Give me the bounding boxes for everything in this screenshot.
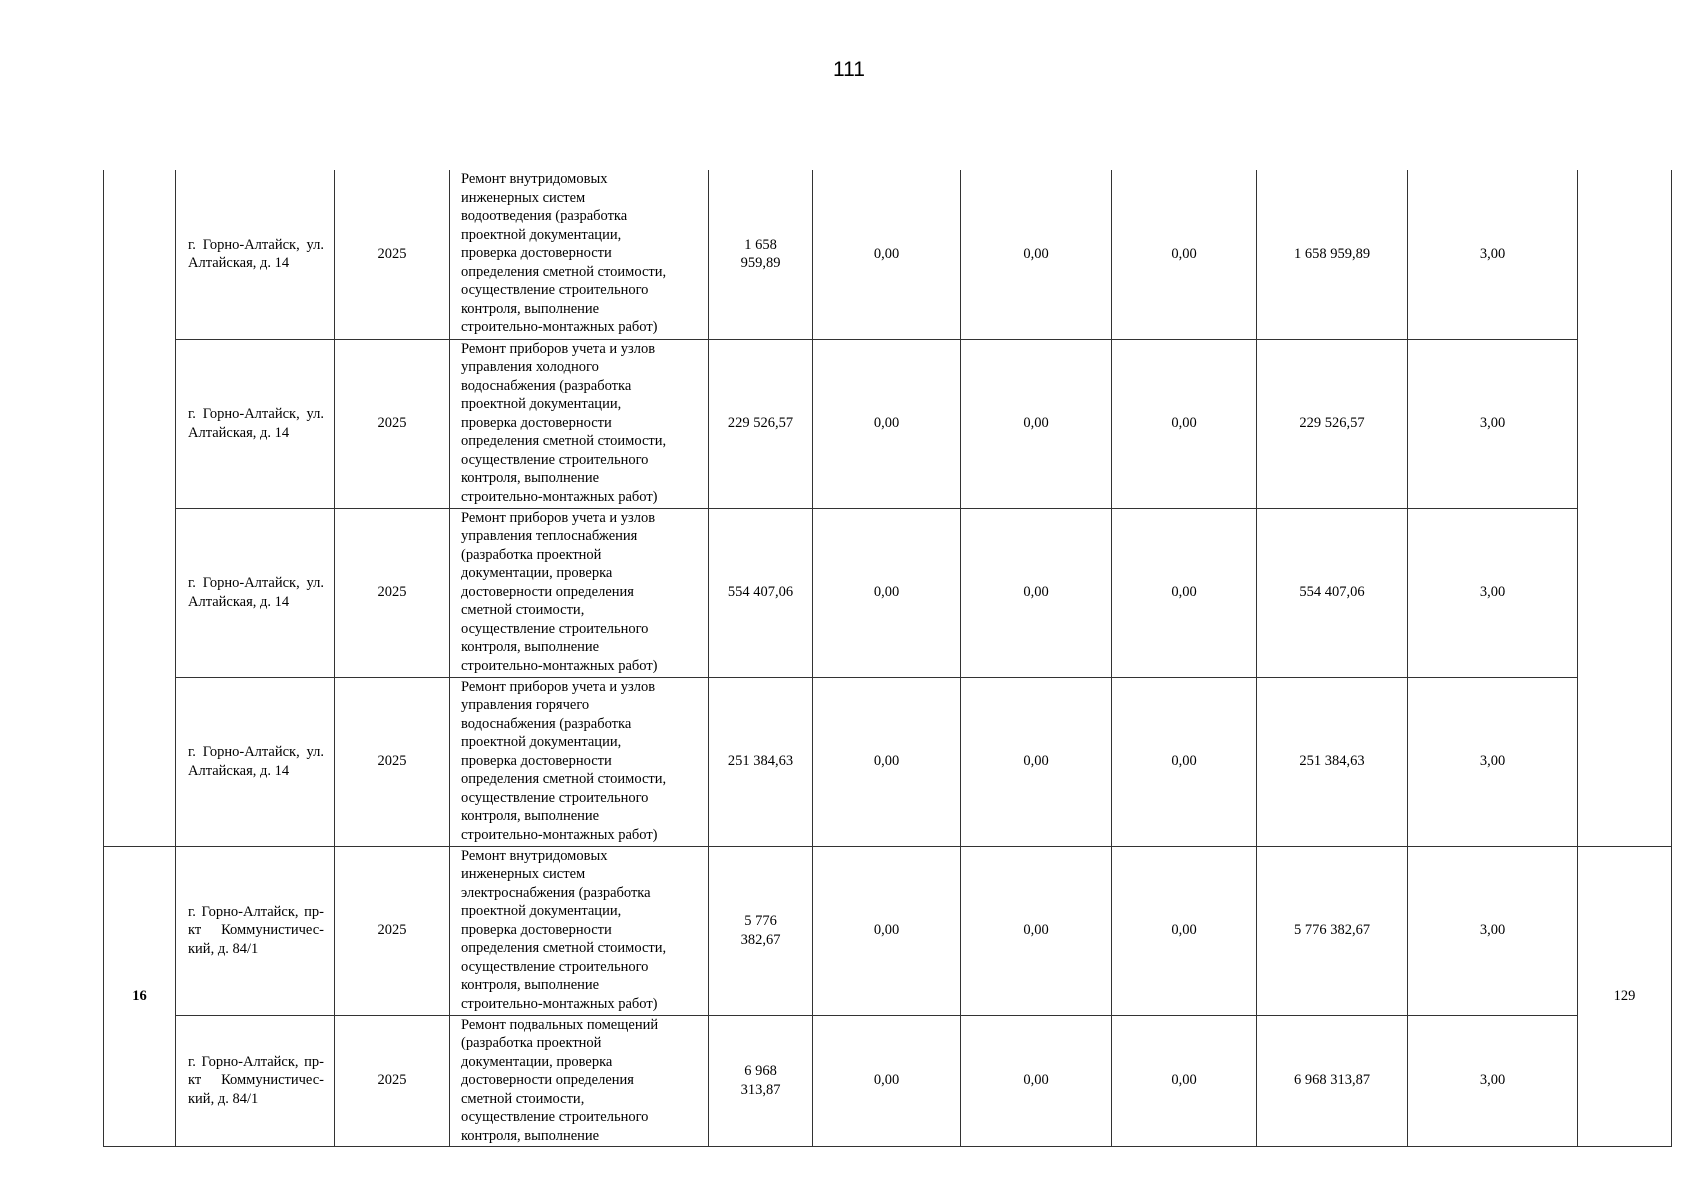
work-description-cell: Ремонт приборов учета и узлов управления горячего водоснабжения (разработка проектной документации, проверка достоверности определения сметной стоимости, осуществление строительного контроля, выполнение строительно-монтажных работ) xyxy=(450,677,709,846)
cost-col2-cell: 0,00 xyxy=(961,1015,1112,1146)
total-cost-value: 1 658 959,89 xyxy=(740,236,781,272)
group-index-cell-empty xyxy=(104,170,176,846)
address-cell: г. Горно-Алтайск, ул. Алтайская, д. 14 xyxy=(176,339,335,508)
work-description-cell: Ремонт приборов учета и узлов управления теплоснабжения (разработка проектной документации, проверка достоверности определения сметной стоимости, осуществление строительного контроля, выполнение строительно-монтажных работ) xyxy=(450,508,709,677)
year-cell: 2025 xyxy=(335,508,450,677)
cost-col5-cell: 3,00 xyxy=(1408,846,1578,1015)
cost-col5-cell: 3,00 xyxy=(1408,339,1578,508)
capital-repair-table xyxy=(103,170,1672,1147)
total-cost-cell xyxy=(709,1015,813,1146)
cost-col2-cell: 0,00 xyxy=(961,677,1112,846)
cost-col4-cell: 6 968 313,87 xyxy=(1257,1015,1408,1146)
table-row xyxy=(104,170,1672,339)
address-cell: г. Горно-Алтайск, ул. Алтайская, д. 14 xyxy=(176,170,335,339)
cost-col4-cell: 251 384,63 xyxy=(1257,677,1408,846)
work-description-cell: Ремонт внутридомовых инженерных систем водоотведения (разработка проектной документации, проверка достоверности определения сметной стоимости, осуществление строительного контроля, выполнение строительно-монтажных работ) xyxy=(450,170,709,339)
table-row xyxy=(104,1015,1672,1146)
table-row xyxy=(104,508,1672,677)
table-row xyxy=(104,846,1672,1015)
cost-col2-cell: 0,00 xyxy=(961,508,1112,677)
cost-col2-cell: 0,00 xyxy=(961,170,1112,339)
page-number: 111 xyxy=(833,58,865,81)
total-cost-value: 6 968 313,87 xyxy=(740,1063,781,1098)
cost-col5-cell: 3,00 xyxy=(1408,1015,1578,1146)
table-row xyxy=(104,677,1672,846)
cost-col1-cell: 0,00 xyxy=(813,846,961,1015)
work-description-cell: Ремонт внутридомовых инженерных систем электроснабжения (разработка проектной документации, проверка достоверности определения сметной стоимости, осуществление строительного контроля, выполнение строительно-монтажных работ) xyxy=(450,846,709,1015)
cost-col4-cell: 5 776 382,67 xyxy=(1257,846,1408,1015)
cost-col1-cell: 0,00 xyxy=(813,170,961,339)
address-cell: г. Горно-Алтайск, ул. Алтайская, д. 14 xyxy=(176,677,335,846)
cost-col3-cell: 0,00 xyxy=(1112,677,1257,846)
address-cell: г. Горно-Алтайск, ул. Алтайская, д. 14 xyxy=(176,508,335,677)
total-cost-value: 5 776 382,67 xyxy=(740,913,781,948)
address-cell: г. Горно-Алтайск, пр-кт Коммунистичес-кий, д. 84/1 xyxy=(176,1015,335,1146)
cost-col1-cell: 0,00 xyxy=(813,677,961,846)
cost-col3-cell: 0,00 xyxy=(1112,846,1257,1015)
cost-col4-cell: 1 658 959,89 xyxy=(1257,170,1408,339)
address-cell: г. Горно-Алтайск, пр-кт Коммунистичес-кий, д. 84/1 xyxy=(176,846,335,1015)
cost-col3-cell: 0,00 xyxy=(1112,508,1257,677)
cost-col3-cell: 0,00 xyxy=(1112,170,1257,339)
cost-col1-cell: 0,00 xyxy=(813,1015,961,1146)
cost-col3-cell: 0,00 xyxy=(1112,1015,1257,1146)
cost-col1-cell: 0,00 xyxy=(813,339,961,508)
table-row xyxy=(104,339,1672,508)
cost-col1-cell: 0,00 xyxy=(813,508,961,677)
year-cell: 2025 xyxy=(335,1015,450,1146)
cost-col2-cell: 0,00 xyxy=(961,846,1112,1015)
total-cost-cell: 229 526,57 xyxy=(709,339,813,508)
total-cost-cell xyxy=(709,846,813,1015)
cost-col5-cell: 3,00 xyxy=(1408,170,1578,339)
cost-col3-cell: 0,00 xyxy=(1112,339,1257,508)
year-cell: 2025 xyxy=(335,339,450,508)
year-cell: 2025 xyxy=(335,170,450,339)
year-cell: 2025 xyxy=(335,677,450,846)
group-note-cell-empty xyxy=(1578,170,1672,846)
work-description-cell: Ремонт приборов учета и узлов управления холодного водоснабжения (разработка проектной документации, проверка достоверности определения сметной стоимости, осуществление строительного контроля, выполнение строительно-монтажных работ) xyxy=(450,339,709,508)
group-index-cell: 16 xyxy=(104,846,176,1146)
cost-col4-cell: 229 526,57 xyxy=(1257,339,1408,508)
total-cost-cell: 554 407,06 xyxy=(709,508,813,677)
total-cost-cell xyxy=(709,170,813,339)
group-note-cell: 129 xyxy=(1578,846,1672,1146)
total-cost-cell: 251 384,63 xyxy=(709,677,813,846)
cost-col5-cell: 3,00 xyxy=(1408,508,1578,677)
year-cell: 2025 xyxy=(335,846,450,1015)
work-description-cell: Ремонт подвальных помещений (разработка проектной документации, проверка достоверности определения сметной стоимости, осуществление строительного контроля, выполнение xyxy=(450,1015,709,1146)
cost-col4-cell: 554 407,06 xyxy=(1257,508,1408,677)
cost-col5-cell: 3,00 xyxy=(1408,677,1578,846)
cost-col2-cell: 0,00 xyxy=(961,339,1112,508)
